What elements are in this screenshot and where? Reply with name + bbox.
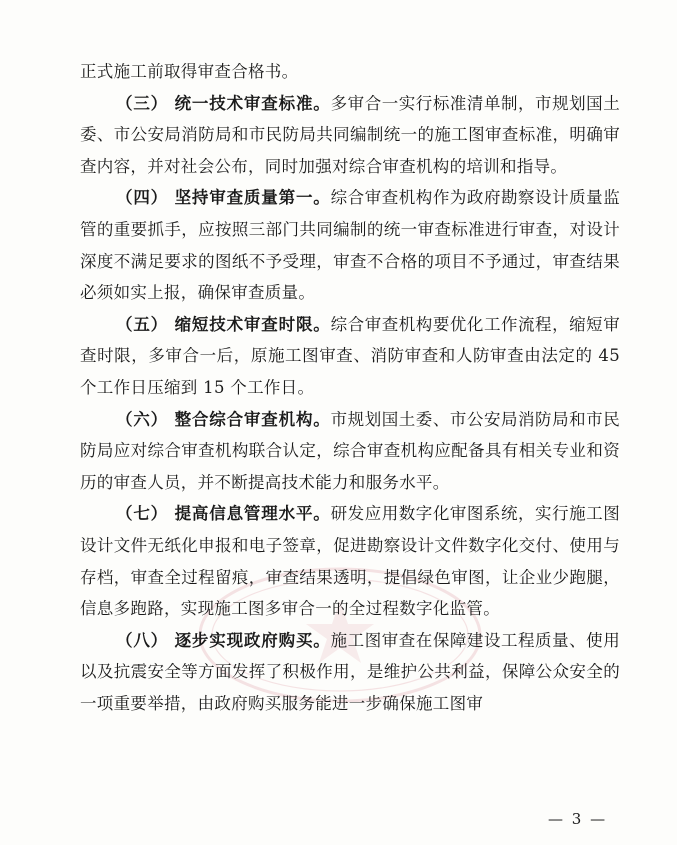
paragraph-item-5	[80, 309, 620, 404]
paragraph-item-3	[80, 88, 620, 183]
paragraph-lead: （三） 统一技术审查标准。	[116, 93, 331, 113]
document-body	[80, 56, 620, 719]
paragraph-text: 施工图审查在保障建设工程质量、使用以及抗震安全等方面发挥了积极作用，是维护公共利益，保障公众安全的一项重要举措，由政府购买服务能进一步确保施工图审	[80, 630, 621, 713]
paragraph-continuation	[80, 56, 620, 88]
paragraph-text: 正式施工前取得审查合格书。	[80, 62, 299, 81]
paragraph-item-4	[80, 182, 620, 308]
paragraph-text: 综合审查机构要优化工作流程，缩短审查时限，多审合一后，原施工图审查、消防审查和人防审查由法定的 45 个工作日压缩到 15 个工作日。	[80, 314, 621, 397]
paragraph-lead: （六） 整合综合审查机构。	[116, 409, 331, 429]
paragraph-text: 多审合一实行标准清单制，市规划国土委、市公安局消防局和市民防局共同编制统一的施工图审查标准，明确审查内容，并对社会公布，同时加强对综合审查机构的培训和指导。	[80, 93, 621, 176]
paragraph-lead: （八） 逐步实现政府购买。	[116, 630, 331, 650]
paragraph-lead: （五） 缩短技术审查时限。	[116, 314, 331, 334]
paragraph-lead: （七） 提高信息管理水平。	[116, 504, 331, 524]
paragraph-item-7	[80, 498, 620, 624]
paragraph-item-8	[80, 625, 620, 720]
paragraph-lead: （四） 坚持审查质量第一。	[116, 188, 331, 208]
paragraph-text: 综合审查机构作为政府勘察设计质量监管的重要抓手，应按照三部门共同编制的统一审查标准进行审查，对设计深度不满足要求的图纸不予受理，审查不合格的项目不予通过，审查结果必须如实上报，确保审查质量。	[80, 188, 621, 303]
paragraph-item-6	[80, 404, 620, 499]
paragraph-text: 研发应用数字化审图系统，实行施工图设计文件无纸化申报和电子签章，促进勘察设计文件数字化交付、使用与存档，审查全过程留痕，审查结果透明，提倡绿色审图，让企业少跑腿，信息多跑路，实现施工图多审合一的全过程数字化监管。	[80, 504, 621, 619]
paragraph-text: 市规划国土委、市公安局消防局和市民防局应对综合审查机构联合认定，综合审查机构应配备具有相关专业和资历的审查人员，并不断提高技术能力和服务水平。	[80, 409, 621, 492]
page-number: — 3 —	[548, 810, 608, 828]
